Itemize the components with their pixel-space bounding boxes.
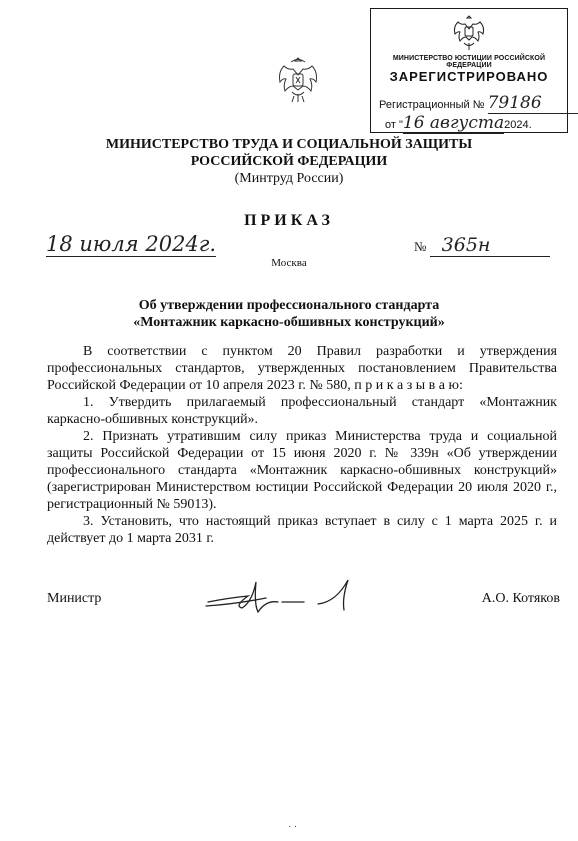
stamp-ministry: МИНИСТЕРСТВО ЮСТИЦИИ РОССИЙСКОЙ ФЕДЕРАЦИИ: [392, 55, 546, 69]
stamp-date-line: [385, 113, 532, 134]
stamp-date-prefix: от ": [385, 119, 403, 131]
body-paragraph-3: 3. Установить, что настоящий приказ вступает в силу с 1 марта 2025 г. и действует до 1 марта 2031 г.: [47, 514, 557, 546]
stamp-emblem-icon: [451, 13, 487, 53]
ministry-line1: МИНИСТЕРСТВО ТРУДА И СОЦИАЛЬНОЙ ЗАЩИТЫ: [105, 137, 473, 152]
subject-line2: «Монтажник каркасно-обшивных конструкций»: [133, 315, 445, 330]
ministry-line2: РОССИЙСКОЙ ФЕДЕРАЦИИ: [190, 154, 388, 169]
order-title: ПРИКАЗ: [244, 212, 334, 229]
stamp-date-year: 2024.: [504, 119, 532, 131]
body-paragraph-1: 1. Утвердить прилагаемый профессиональный стандарт «Монтажник каркасно-обшивных конструкций».: [47, 395, 557, 427]
city: Москва: [271, 257, 307, 269]
order-subject: [0, 297, 578, 331]
order-date: [46, 232, 216, 257]
ministry-header: [0, 136, 578, 187]
order-date-value: 18 июля 2024г.: [46, 232, 217, 256]
signer-name: А.О. Котяков: [481, 591, 560, 606]
ministry-short: (Минтруд России): [234, 171, 344, 186]
order-body: [47, 343, 557, 547]
body-paragraph-preamble: В соответствии с пунктом 20 Правил разработки и утверждения профессиональных стандартов, утвержденных постановлением Правительства Российской Федерации от 10 апреля 2023 г. № 580, п р и к а з ы в а ю:: [47, 344, 557, 393]
order-number-value: 365н: [430, 234, 550, 257]
stamp-number-line: [379, 93, 578, 114]
handwritten-signature: [200, 572, 370, 618]
order-number-label: №: [414, 239, 427, 254]
stamp-registered: ЗАРЕГИСТРИРОВАНО: [389, 69, 549, 84]
stamp-reg-label: Регистрационный №: [379, 99, 485, 111]
order-number: [414, 234, 550, 257]
subject-line1: Об утверждении профессионального стандарта: [138, 298, 440, 313]
stamp-reg-number: 79186: [488, 93, 578, 114]
footer-dots: · ·: [288, 822, 298, 833]
body-paragraph-2: 2. Признать утратившим силу приказ Министерства труда и социальной защиты Российской Федерации от 15 июня 2020 г. № 339н «Об утверждении профессионального стандарта «Монтажник каркасно-обшивных конструкций» (зарегистрирован Министерством юстиции Российской Федерации 20 июля 2020 г., регистрационный № 59013).: [47, 429, 557, 512]
coat-of-arms-icon: [274, 52, 322, 108]
signer-role: Министр: [47, 591, 102, 606]
stamp-date-day-month: 16 августа: [402, 113, 505, 133]
registration-stamp: [370, 8, 568, 133]
